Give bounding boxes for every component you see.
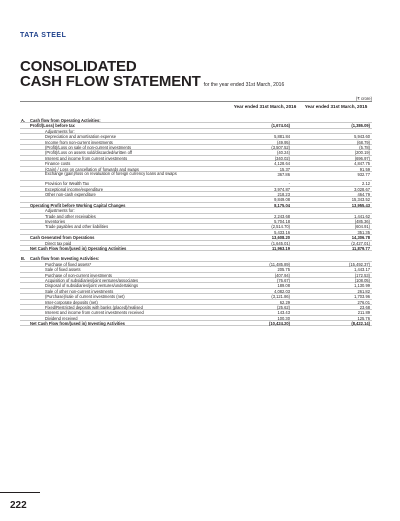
value-2016: 367.86 — [277, 171, 290, 177]
title-subtitle: for the year ended 31st March, 2016 — [203, 82, 285, 88]
value-2016: 189.08 — [277, 283, 290, 289]
column-2016: Year ended 31st March, 2016 — [233, 104, 297, 109]
value-2015: 1,443.17 — [354, 267, 370, 273]
title-line-2: CASH FLOW STATEMENT — [20, 73, 201, 90]
value-2016: (2,514.70) — [271, 224, 290, 230]
row-label: Purchase of non-current investments — [45, 272, 112, 278]
title-line-1: CONSOLIDATED — [20, 58, 137, 75]
value-2016: (1,645.01) — [271, 240, 290, 246]
value-2016: 4,128.64 — [274, 161, 290, 167]
value-2015: (172.53) — [354, 272, 370, 278]
value-2015: 14,306.78 — [351, 235, 370, 241]
value-2015: 211.89 — [357, 310, 370, 316]
row-label: Direct tax paid — [45, 240, 72, 246]
value-2016: (10,424.20) — [269, 321, 290, 327]
value-2016: (11,485.89) — [269, 261, 290, 267]
value-2016: 2,243.68 — [274, 213, 290, 219]
row-label: Fixed/Restricted deposits with banks (placed)/realised — [45, 304, 143, 310]
row-label: Finance costs — [45, 161, 71, 167]
value-2016: (340.02) — [274, 155, 290, 161]
value-2016: (25.62) — [277, 304, 290, 310]
value-2016: (76.67) — [277, 277, 290, 283]
value-2015: (15,492.37) — [349, 261, 370, 267]
value-2015: (485.36) — [354, 219, 370, 225]
row-label: Exchange (gain)/loss on revaluation of foreign currency loans and swaps — [45, 171, 177, 177]
value-2016: 5,704.18 — [274, 219, 290, 225]
value-2016: (40.24) — [277, 150, 290, 156]
value-2015: 13,955.43 — [351, 202, 370, 208]
row-label: Inventories — [45, 219, 66, 225]
unit-label: (₹ crore) — [355, 96, 372, 101]
value-2015: 11,879.77 — [352, 245, 370, 251]
value-2015: 1,703.96 — [354, 294, 370, 300]
row-label: Interest and income from current investments received — [45, 310, 144, 316]
page-rule — [0, 492, 40, 493]
value-2015: 125.76 — [357, 315, 370, 321]
value-2016: 143.43 — [277, 310, 290, 316]
table-row — [20, 321, 372, 326]
value-2016: 11,963.19 — [272, 245, 290, 251]
row-label: (Gain) / Loss on cancellation of forwards and swaps — [45, 166, 139, 172]
row-label: Cash Generated from Operations — [30, 235, 95, 241]
value-2015: 276.01 — [357, 299, 370, 305]
row-label: Exceptional income/expenditure — [45, 186, 104, 192]
section-title: Cash flow from Investing Activities: — [30, 256, 100, 262]
value-2016: 4,082.03 — [274, 288, 290, 294]
row-label: Purchase of fixed assets* — [45, 261, 92, 267]
value-2015: 4,847.75 — [354, 161, 370, 167]
value-2015: 1,130.99 — [354, 283, 370, 289]
row-label: Acquisition of subsidiaries/joint ventures/associates — [45, 277, 139, 283]
section-letter: A. — [21, 118, 26, 123]
value-2016: - — [288, 181, 290, 187]
section-title: Cash flow from Operating Activities: — [30, 118, 101, 123]
row-label: Operating Profit before Working Capital Changes — [30, 202, 126, 208]
value-2015: 91.59 — [359, 166, 370, 172]
value-2015: 932.77 — [357, 171, 370, 177]
value-2016: 62.29 — [279, 299, 290, 305]
row-label: Trade and other receivables — [45, 213, 96, 219]
value-2016: (3,507.52) — [271, 144, 290, 150]
value-2015: 261.82 — [357, 288, 370, 294]
row-label: (Profit)/Loss on assets sold/discarded/written off — [45, 150, 133, 156]
value-2015: 3,028.67 — [354, 186, 370, 192]
column-2015: Year ended 31st March, 2015 — [304, 104, 368, 109]
section-letter: B. — [21, 256, 26, 262]
row-label: Income from non-current investments — [45, 139, 113, 145]
column-header — [20, 101, 372, 118]
row-label: Profit/(Loss) before tax — [30, 123, 75, 129]
value-2015: (8,422.14) — [351, 321, 370, 327]
value-2015: (1,386.09) — [351, 123, 370, 129]
row-label: Sale of other non-current investments — [45, 288, 114, 294]
table-row — [20, 246, 372, 251]
value-2015: 15,343.52 — [351, 197, 370, 203]
value-2016: 205.75 — [277, 267, 290, 273]
value-2016: (407.94) — [274, 272, 290, 278]
value-2015: (5.78) — [359, 144, 370, 150]
value-2016: (49.95) — [277, 139, 290, 145]
row-label: Adjustments for: — [45, 208, 75, 214]
page-title — [20, 59, 284, 93]
value-2016: 5,881.84 — [274, 134, 290, 140]
value-2016: 9,849.08 — [274, 197, 290, 203]
row-label: Sale of fixed assets — [45, 267, 81, 273]
row-label: Adjustments for: — [45, 128, 75, 134]
cash-flow-table — [20, 118, 372, 326]
value-2016: 218.23 — [277, 192, 290, 198]
value-2015: (200.19) — [354, 150, 370, 156]
row-label: Other non-cash expenditure — [45, 192, 96, 198]
row-label: Net Cash Flow from/(used in) Operating Activities — [30, 245, 127, 251]
value-2016: 100.30 — [277, 315, 290, 321]
value-2016: 3,974.87 — [274, 186, 290, 192]
row-label: Inter-corporate deposits (net) — [45, 299, 98, 305]
value-2015: 1,441.62 — [354, 213, 370, 219]
value-2015: (2,427.01) — [351, 240, 370, 246]
row-label: (Purchase)/sale of current investments (net) — [45, 294, 125, 300]
value-2015: 5,943.60 — [354, 134, 370, 140]
row-label: Depreciation and amortisation expense — [45, 134, 117, 140]
value-2015: (108.05) — [354, 277, 370, 283]
row-label: Net Cash Flow from/(used in) Investing Activities — [30, 321, 125, 327]
page-number: 222 — [10, 500, 27, 511]
row-label: Provision for Wealth Tax — [45, 181, 89, 187]
value-2015: 464.79 — [357, 192, 370, 198]
row-label: (Profit)/Loss on sale of non-current investments — [45, 144, 132, 150]
row-label: Interest and income from current investments — [45, 155, 128, 161]
row-label: Trade payables and other liabilities — [45, 224, 109, 230]
table-row — [20, 172, 372, 181]
value-2016: 5,433.16 — [274, 229, 290, 235]
value-2016: (3,121.86) — [271, 294, 290, 300]
value-2016: 8,175.04 — [274, 202, 290, 208]
row-label: Dividend received — [45, 315, 78, 321]
value-2015: (604.91) — [354, 224, 370, 230]
value-2016: (1,674.04) — [271, 123, 290, 129]
value-2015: 2.12 — [362, 181, 370, 187]
value-2015: (696.97) — [354, 155, 370, 161]
value-2015: 351.35 — [357, 229, 370, 235]
value-2015: 23.68 — [359, 304, 370, 310]
brand-logo: TATA STEEL — [20, 32, 67, 39]
row-label: Disposal of subsidiaries/joint ventures/undertakings — [45, 283, 139, 289]
value-2016: 15.37 — [279, 166, 290, 172]
value-2016: 13,608.20 — [271, 235, 290, 241]
value-2015: (68.79) — [357, 139, 370, 145]
